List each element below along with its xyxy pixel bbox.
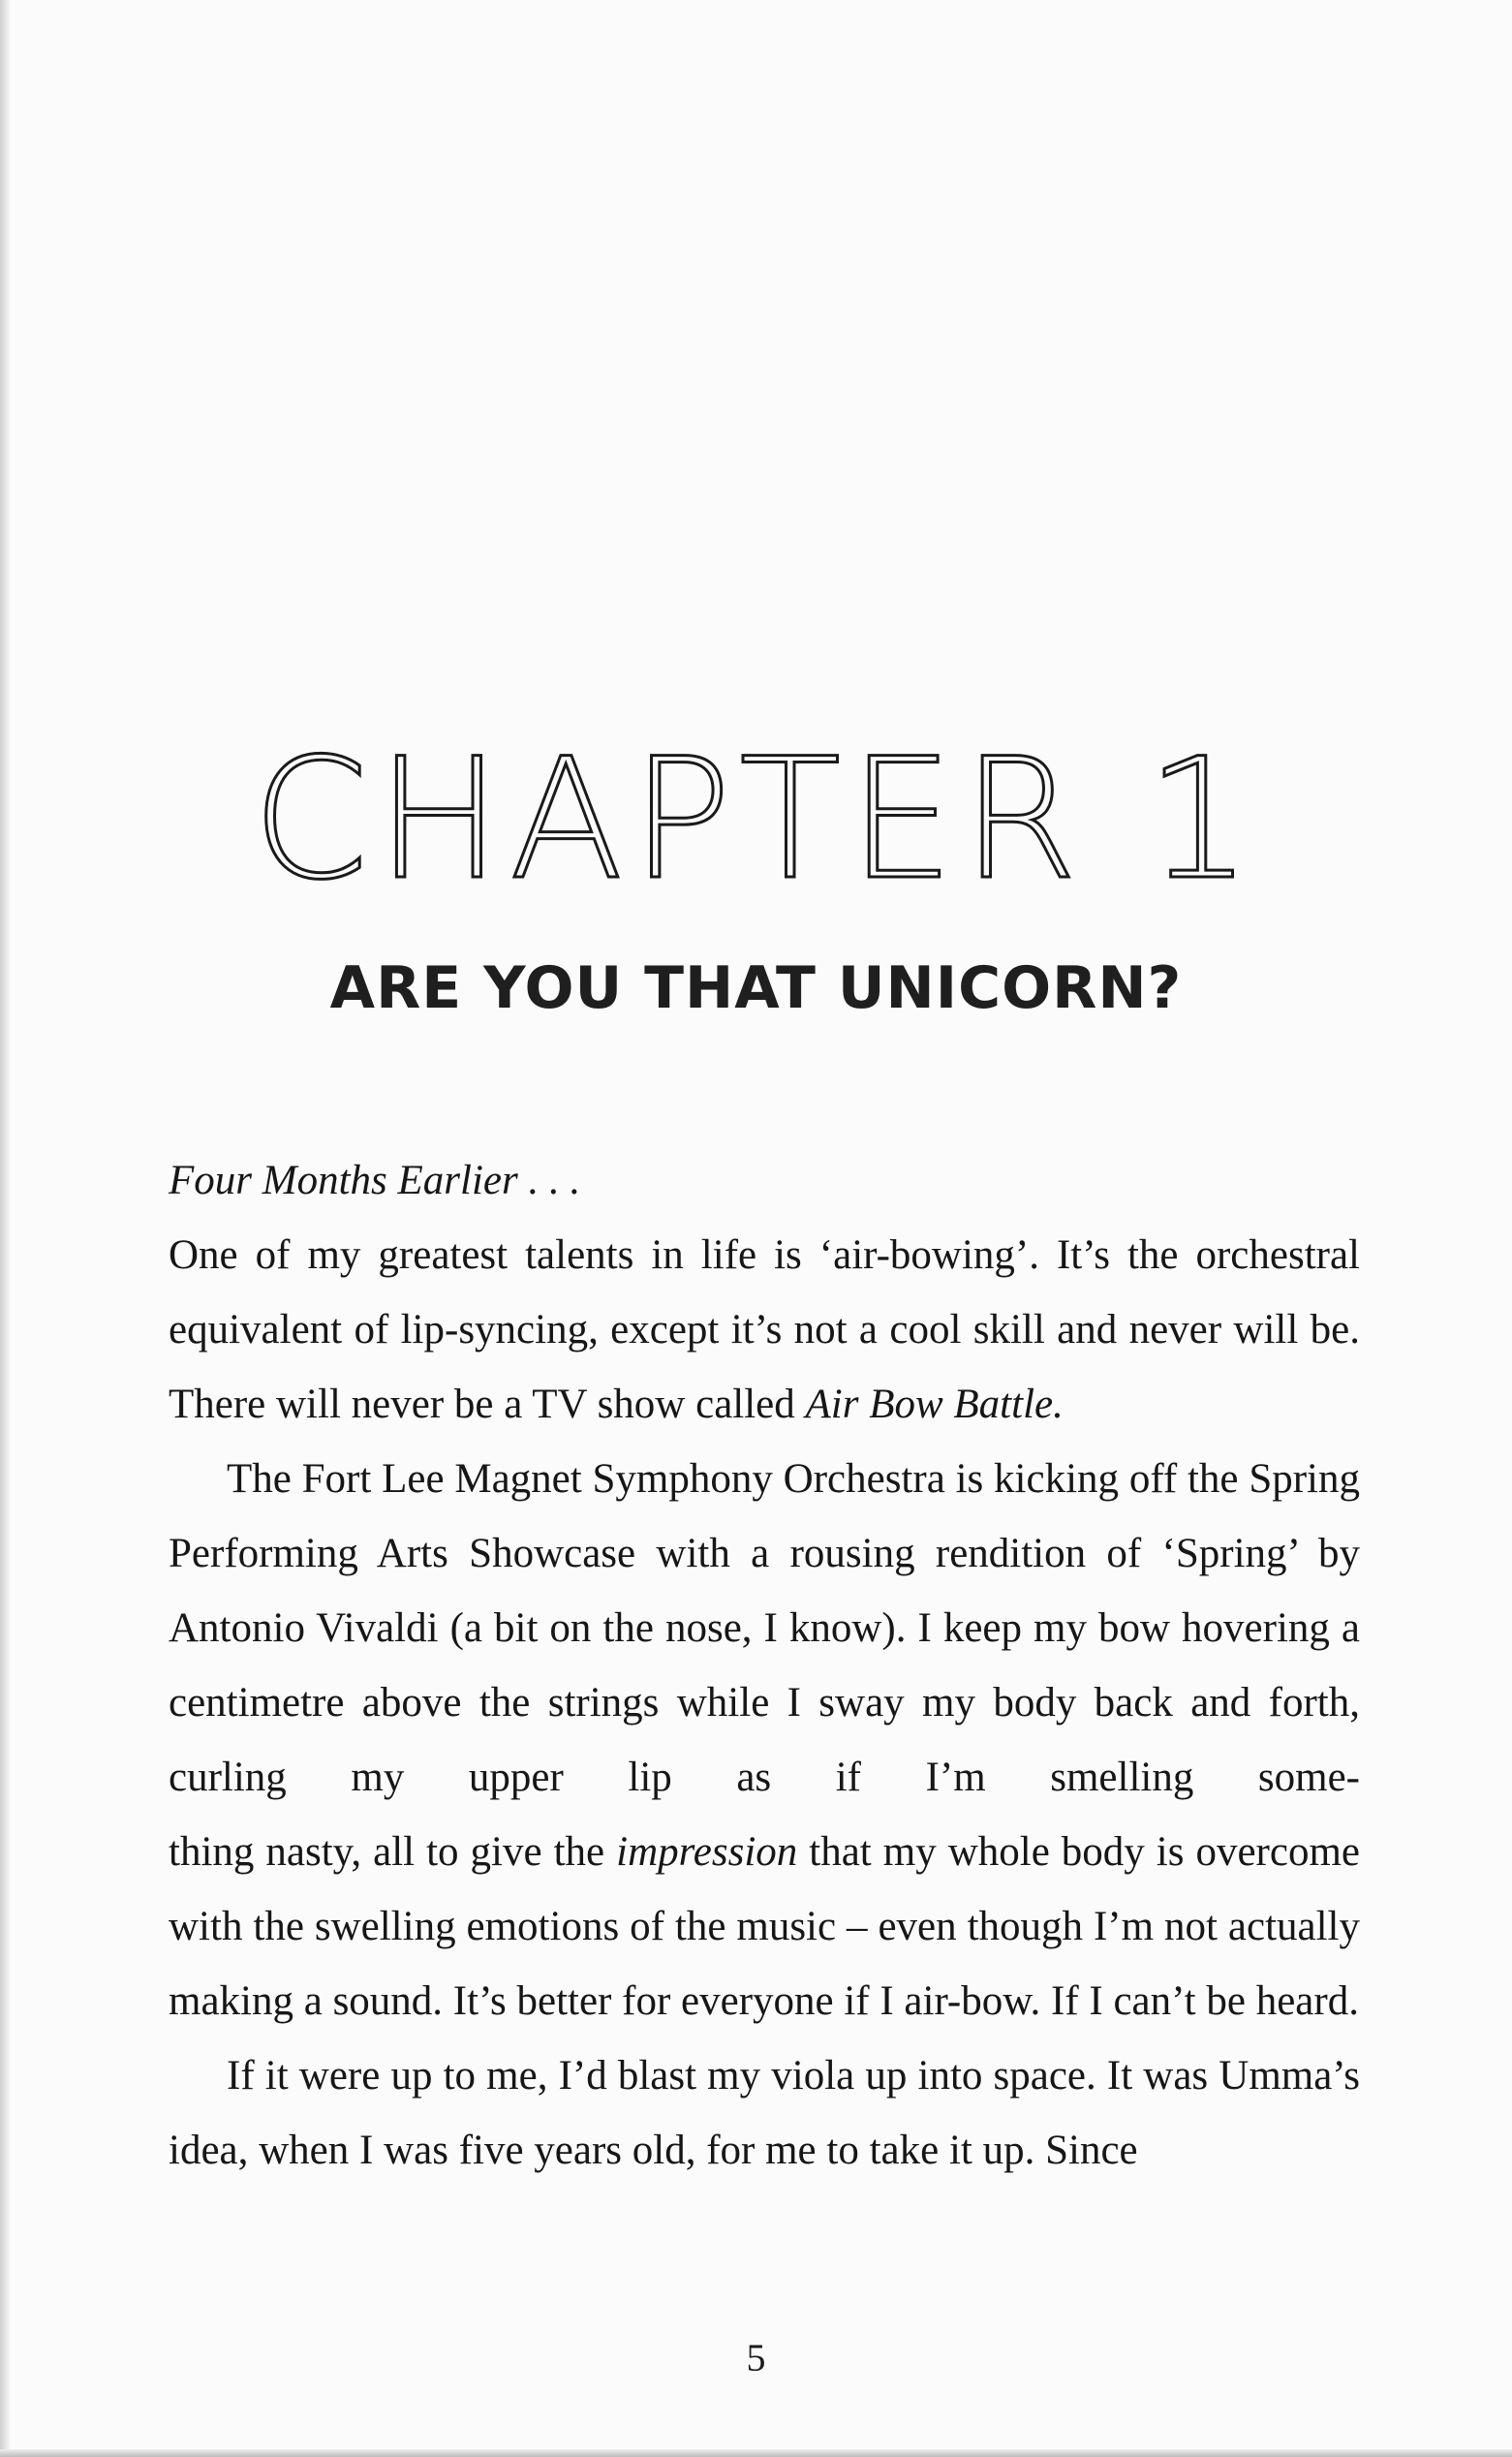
page-left-edge [0,0,10,2457]
paragraph-3: If it were up to me, I’d blast my viola up into space. It was Umma’s idea, when I was five years old, for me to take it up. Since [169,2053,1360,2173]
paragraph-1-text: One of my greatest talents in life is ‘air-bowing’. It’s the orchestral equivalent of lip-syncing, except it’s not a cool skill and never will be. There will never be a TV show called [169,1232,1360,1427]
paragraph-1 [169,1218,1360,1442]
paragraph-2-continued-text: thing nasty, all to give the [169,1829,617,1875]
page-number: 5 [746,2336,766,2379]
chapter-body [169,1143,1360,2188]
page-bottom-edge [0,2449,1512,2457]
dateline: Four Months Earlier . . . [169,1158,581,1203]
show-title-italic: Air Bow Battle. [805,1382,1064,1427]
chapter-title: ARE YOU THAT UNICORN? [329,954,1183,1022]
paragraph-2-continued [169,1815,1360,2038]
paragraph-2: The Fort Lee Magnet Symphony Orchestra is kicking off the Spring Performing Arts Showcase with a rousing rendition of ‘Spring’ by Antonio Vivaldi (a bit on the nose, I know). I keep my bow hovering a centimetre above the strings while I sway my body back and forth, curling my upper lip as if I’m smelling some- [169,1456,1360,1800]
paragraph-2-continued-tail: that my whole body is overcome with the swelling emotions of the music – even though I’m not actually making a sound. It’s better for everyone if I air-bow. If I can’t be heard. [169,1829,1360,2024]
chapter-heading: CHAPTER 1 [252,722,1260,917]
impression-italic: impression [616,1829,798,1875]
